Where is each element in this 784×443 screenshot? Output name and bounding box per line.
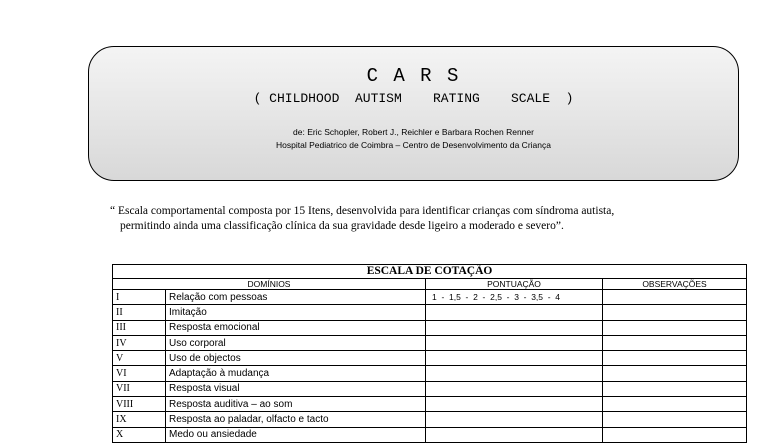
domain-label: Resposta emocional (166, 320, 426, 335)
table-row (113, 366, 747, 381)
scoring-table (112, 264, 747, 443)
banner-hospital: Hospital Pediatrico de Coimbra – Centro de Desenvolvimento da Criança (276, 140, 551, 150)
score-cell[interactable] (426, 427, 603, 442)
quote-line-2: permitindo ainda uma classificação clínica da sua gravidade desde ligeiro a moderado e severo”. (120, 220, 564, 232)
domain-label: Imitação (166, 305, 426, 320)
observations-cell[interactable] (603, 351, 747, 366)
domain-number: V (113, 351, 166, 366)
domain-label: Resposta ao paladar, olfacto e tacto (166, 412, 426, 427)
domain-number: IX (113, 412, 166, 427)
observations-cell[interactable] (603, 366, 747, 381)
score-cell[interactable] (426, 412, 603, 427)
table-row (113, 305, 747, 320)
domain-number: X (113, 427, 166, 442)
observations-cell[interactable] (603, 320, 747, 335)
table-row (113, 412, 747, 427)
domain-label: Resposta auditiva – ao som (166, 397, 426, 412)
score-cell[interactable] (426, 351, 603, 366)
table-row (113, 381, 747, 396)
domain-label: Adaptação à mudança (166, 366, 426, 381)
table-row (113, 335, 747, 350)
score-cell[interactable] (426, 335, 603, 350)
domain-label: Uso de objectos (166, 351, 426, 366)
banner-subtitle: ( CHILDHOOD AUTISM RATING SCALE ) (253, 91, 574, 106)
header-score: PONTUAÇÃO (426, 279, 603, 290)
title-banner (88, 46, 739, 181)
score-cell[interactable] (426, 397, 603, 412)
score-cell[interactable] (426, 320, 603, 335)
score-cell[interactable] (426, 381, 603, 396)
domain-label: Relação com pessoas (166, 290, 426, 305)
observations-cell[interactable] (603, 427, 747, 442)
header-domains: DOMÍNIOS (113, 279, 426, 290)
domain-number: II (113, 305, 166, 320)
domain-label: Medo ou ansiedade (166, 427, 426, 442)
quote-line-1: “ Escala comportamental composta por 15 Itens, desenvolvida para identificar crianças com síndroma autista, (110, 205, 615, 217)
banner-title: C A R S (366, 65, 461, 87)
observations-cell[interactable] (603, 381, 747, 396)
domain-number: III (113, 320, 166, 335)
score-scale: 1 - 1,5 - 2 - 2,5 - 3 - 3,5 - 4 (426, 290, 603, 305)
table-row (113, 351, 747, 366)
domain-number: VII (113, 381, 166, 396)
description-quote (110, 204, 750, 234)
domain-label: Resposta visual (166, 381, 426, 396)
banner-authors: de: Eric Schopler, Robert J., Reichler e Barbara Rochen Renner (293, 127, 534, 137)
table-title: ESCALA DE COTAÇÃO (113, 265, 747, 279)
table-row (113, 427, 747, 442)
domain-number: VIII (113, 397, 166, 412)
observations-cell[interactable] (603, 412, 747, 427)
observations-cell[interactable] (603, 305, 747, 320)
domain-number: VI (113, 366, 166, 381)
domain-number: I (113, 290, 166, 305)
observations-cell[interactable] (603, 290, 747, 305)
table-row (113, 320, 747, 335)
domain-number: IV (113, 335, 166, 350)
table-row (113, 397, 747, 412)
observations-cell[interactable] (603, 335, 747, 350)
table-row (113, 290, 747, 305)
score-cell[interactable] (426, 305, 603, 320)
score-cell[interactable] (426, 366, 603, 381)
header-observations: OBSERVAÇÕES (603, 279, 747, 290)
domain-label: Uso corporal (166, 335, 426, 350)
observations-cell[interactable] (603, 397, 747, 412)
